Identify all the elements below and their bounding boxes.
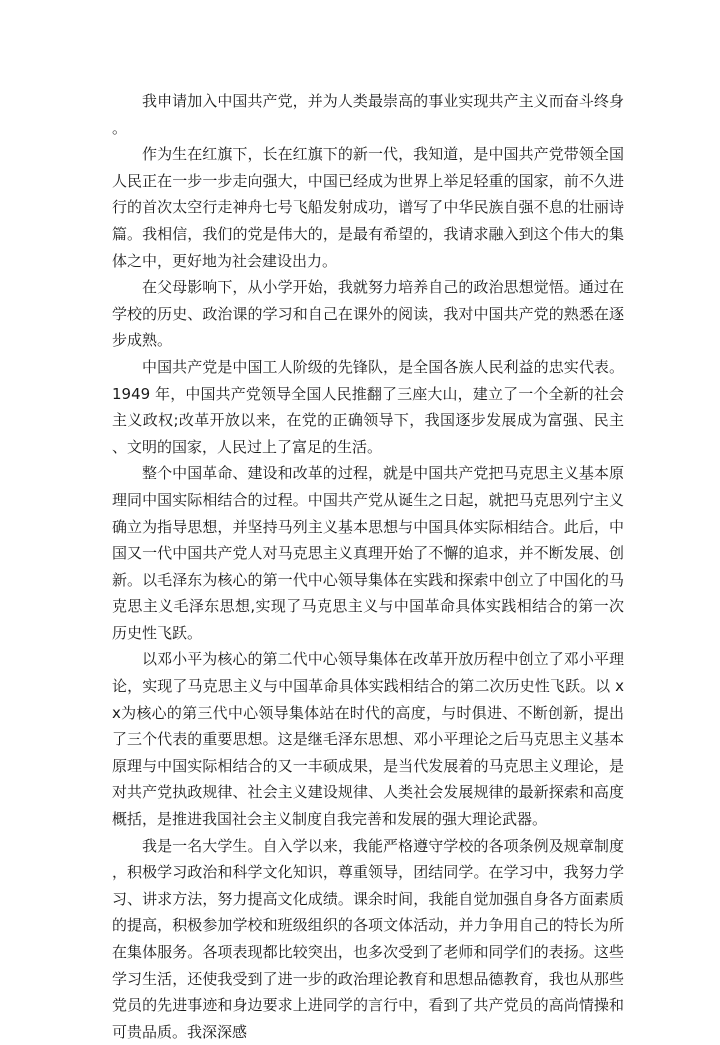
paragraph-7: 我是一名大学生。自入学以来，我能严格遵守学校的各项条例及规章制度，积极学习政治和科学文化知识，尊重领导，团结同学。在学习中，我努力学习、讲求方法，努力提高文化成绩。课余时间，我能自觉加强自身各方面素质的提高，积极参加学校和班级组织的各项文体活动，并力争用自己的特长为所在集体服务。各项表现都比较突出，也多次受到了老师和同学们的表扬。这些学习生活，还使我受到了进一步的政治理论教育和思想品德教育，我也从那些党员的先进事迹和身边要求上进同学的言行中，看到了共产党员的高尚情操和可贵品质。我深深感 (112, 836, 624, 1041)
paragraph-1: 我申请加入中国共产党，并为人类最崇高的事业实现共产主义而奋斗终身。 (112, 92, 624, 137)
paragraph-6: 以邓小平为核心的第二代中心领导集体在改革开放历程中创立了邓小平理论，实现了马克思主义与中国革命具体实践相结合的第二次历史性飞跃。以 xx为核心的第三代中心领导集体站在时代的高度，与时俱进、不断创新，提出了三个代表的重要思想。这是继毛泽东思想、邓小平理论之后马克思主义基本原理与中国实际相结合的又一丰硕成果，是当代发展着的马克思主义理论，是对共产党执政规律、社会主义建设规律、人类社会发展规律的最新探索和高度概括，是推进我国社会主义制度自我完善和发展的强大理论武器。 (112, 650, 624, 829)
paragraph-5: 整个中国革命、建设和改革的过程，就是中国共产党把马克思主义基本原理同中国实际相结合的过程。中国共产党从诞生之日起，就把马克思列宁主义确立为指导思想，并坚持马列主义基本思想与中国具体实际相结合。此后，中国又一代中国共产党人对马克思主义真理开始了不懈的追求，并不断发展、创新。以毛泽东为核心的第一代中心领导集体在实践和探索中创立了中国化的马克思主义毛泽东思想,实现了马克思主义与中国革命具体实践相结合的第一次历史性飞跃。 (112, 464, 624, 642)
document-body (112, 88, 624, 1045)
paragraph-3: 在父母影响下，从小学开始，我就努力培养自己的政治思想觉悟。通过在学校的历史、政治课的学习和自己在课外的阅读，我对中国共产党的熟悉在逐步成熟。 (112, 278, 624, 350)
paragraph-2: 作为生在红旗下，长在红旗下的新一代，我知道，是中国共产党带领全国人民正在一步一步走向强大，中国已经成为世界上举足轻重的国家，前不久进行的首次太空行走神舟七号飞船发射成功，谱写了中华民族自强不息的壮丽诗篇。我相信，我们的党是伟大的，是最有希望的，我请求融入到这个伟大的集体之中，更好地为社会建设出力。 (112, 145, 624, 270)
paragraph-4: 中国共产党是中国工人阶级的先锋队，是全国各族人民利益的忠实代表。1949 年，中国共产党领导全国人民推翻了三座大山，建立了一个全新的社会主义政权;改革开放以来，在党的正确领导下，我国逐步发展成为富强、民主、文明的国家，人民过上了富足的生活。 (112, 357, 624, 456)
